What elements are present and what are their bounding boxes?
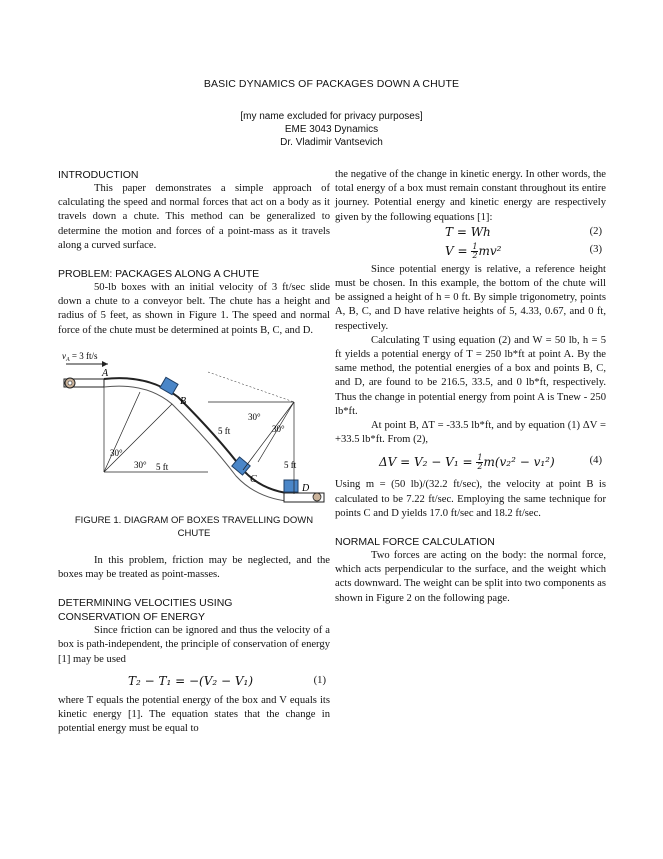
intro-paragraph: This paper demonstrates a simple approach of calculating the speed and normal forces that act on a body as it travels down a chute. This method can be generalized to determine the motion and forces of a point-mass as it travels along a curved surface. (58, 183, 330, 251)
figure-1-caption: FIGURE 1. DIAGRAM OF BOXES TRAVELLING DOWN CHUTE (74, 514, 314, 539)
length-label-1: 5 ft (156, 461, 169, 472)
normal-force-paragraph: Two forces are acting on the body: the normal force, which acts perpendicular to the surface, and the weight which acts downward. The weight can be split into two components as shown in Figure 2 on the following page. (335, 550, 606, 604)
angle-label-2: 30° (134, 459, 147, 470)
equation-1-expression: T₂ − T₁ = −(V₂ − V₁) (128, 673, 254, 688)
velocities-paragraph-1: Since friction can be ignored and thus the velocity of a box is path-independent, the principle of conservation of energy [1] may be used (58, 625, 330, 665)
figure-1-chute-diagram (58, 342, 330, 512)
energy-paragraph: the negative of the change in kinetic energy. In other words, the total energy of a box must remain constant throughout its entire journey. Potential energy and kinetic energy are respectively given by the following equations [1]: (335, 169, 606, 223)
instructor-name: Dr. Vladimir Vantsevich (280, 137, 383, 148)
reference-paragraph: Since potential energy is relative, a reference height must be chosen. In this example, the bottom of the chute will be assigned a height of h = 0 ft. By simple trigonometry, points A, B, C, and D have relative heights of 5, 4.33, 0.67, and 0 ft, respectively. (335, 263, 606, 332)
potential-energy-paragraph: Calculating T using equation (2) and W = 50 lb, h = 5 ft yields a potential energy of T = 250 lb*ft at point A. By the same method, the potential energies of a box and points B, C, and D, are found to be 216.5, 33.5, and 0 lb*ft, respectively. Thus the change in potential energy from point A is Tnew - 250 lb*ft. (335, 334, 606, 417)
friction-paragraph: In this problem, friction may be neglected, and the boxes may be treated as point-masses. (58, 554, 330, 581)
problem-paragraph: 50-lb boxes with an initial velocity of 3 ft/sec slide down a chute to a conveyor belt. The chute has a height and radius of 5 feet, as shown in Figure 1. The speed and normal force of the chute must be determined at points B, C, and D. (58, 282, 330, 336)
point-b-label: B (180, 395, 187, 407)
velocities-heading-line-2: CONSERVATION OF ENERGY (58, 611, 206, 624)
equation-4-number: (4) (589, 455, 602, 467)
point-a-label: A (102, 367, 109, 379)
paper-title: BASIC DYNAMICS OF PACKAGES DOWN A CHUTE (203, 78, 460, 90)
equation-2-number: (2) (589, 225, 602, 237)
equation-3-expression: V = $\frac{1}{2}$ mv² (445, 241, 502, 260)
course-name: EME 3043 Dynamics (284, 124, 379, 135)
right-column (335, 168, 606, 606)
angle-label-4: 30° (272, 423, 285, 434)
length-label-3: 5 ft (284, 459, 297, 470)
point-d-label: D (302, 482, 310, 494)
velocity-result-paragraph: Using m = (50 lb)/(32.2 ft/sec), the velocity at point B is calculated to be 7.22 ft/sec. Employing the same technique for points C and D yields 17.0 ft/sec and 18.2 ft/sec. (335, 479, 606, 519)
point-c-label: C (250, 473, 257, 485)
intro-heading: INTRODUCTION (58, 169, 139, 181)
length-label-2: 5 ft (218, 425, 231, 436)
left-column (58, 168, 330, 736)
equation-2-expression: T = Wh (445, 224, 491, 239)
chute-diagram-svg (58, 342, 330, 512)
equation-4-expression: ΔV = V₂ − V₁ = $\frac{1}{2}$ m(v₂² − v₁²) (379, 453, 555, 472)
point-b-paragraph: At point B, ΔT = -33.5 lb*ft, and by equation (1) ΔV = +33.5 lb*ft. From (2), (335, 420, 606, 446)
normal-force-heading: NORMAL FORCE CALCULATION (335, 536, 495, 549)
angle-label-1: 30° (110, 447, 123, 458)
author-name: [my name excluded for privacy purposes] (240, 111, 423, 122)
equation-1 (58, 674, 330, 694)
equation-3-number: (3) (589, 243, 602, 255)
velocity-label: $v_A = 3$ ft/s (62, 350, 98, 363)
angle-label-3: 30° (248, 411, 261, 422)
box-b (160, 377, 178, 394)
equation-1-number: (1) (313, 674, 326, 686)
equation-3 (335, 243, 606, 263)
equation-4 (335, 454, 606, 478)
equation-2 (335, 225, 606, 243)
box-d (284, 480, 298, 492)
author-block (0, 110, 663, 149)
velocities-heading-line-1: DETERMINING VELOCITIES USING (58, 597, 233, 610)
problem-heading: PROBLEM: PACKAGES ALONG A CHUTE (58, 268, 260, 281)
chute-curve (104, 378, 296, 494)
velocities-paragraph-2: where T equals the potential energy of the box and V equals its kinetic energy [1]. The equation states that the change in potential energy must be equal to (58, 694, 330, 735)
